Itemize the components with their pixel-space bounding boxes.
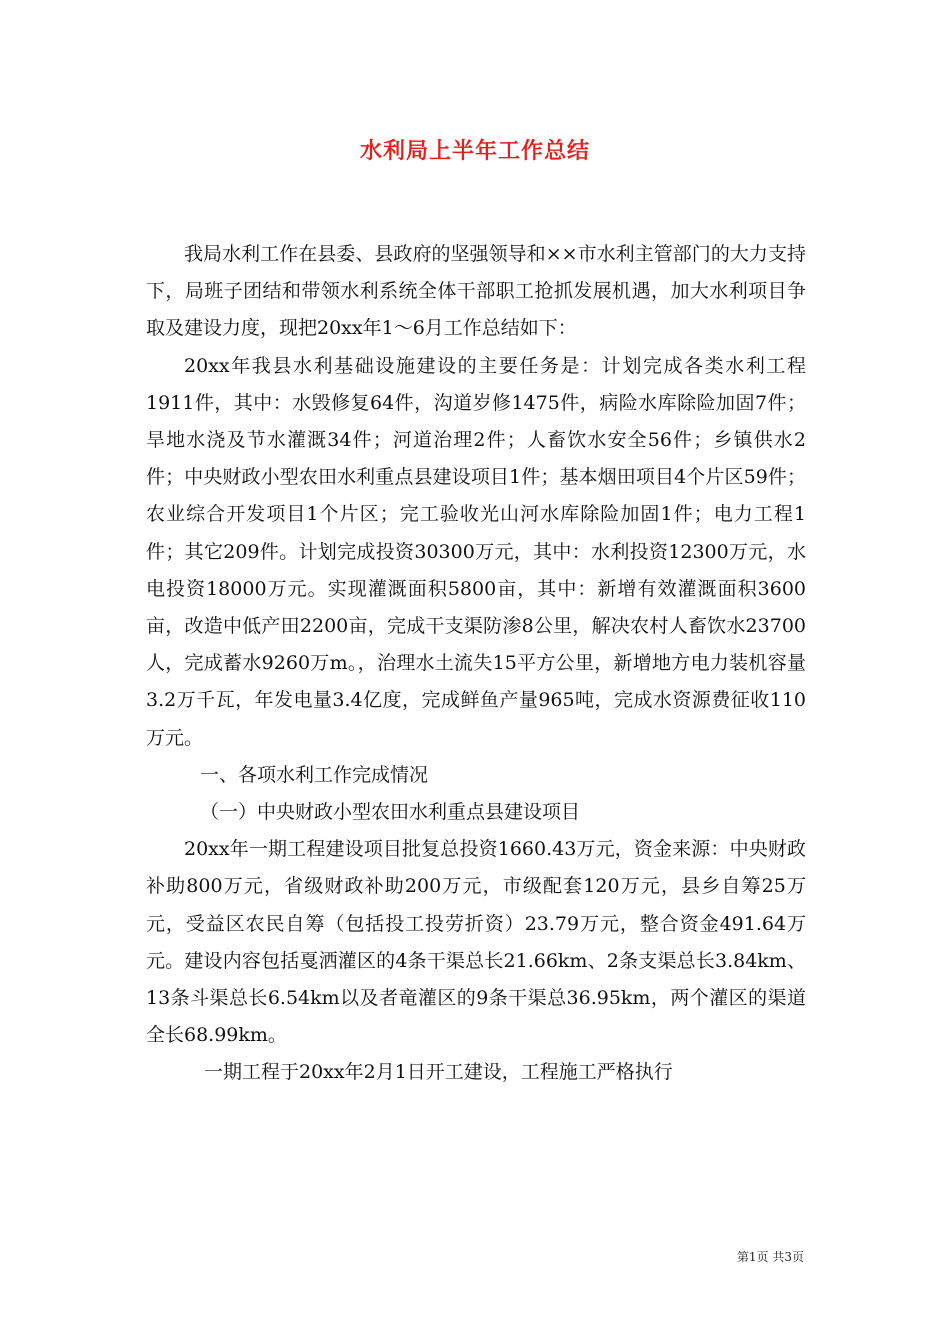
- section-heading-1: 一、各项水利工作完成情况: [200, 763, 429, 786]
- document-title: 水利局上半年工作总结: [359, 139, 590, 164]
- paragraph-construction-start: 一期工程于20xx年2月1日开工建设，工程施工严格执行: [204, 1061, 673, 1084]
- paragraph-main-tasks: 20xx年我县水利基础设施建设的主要任务是：计划完成各类水利工程1911件，其中：水毁修复64件，沟道岁修1475件，病险水库除险加固7件；旱地水浇及节水灌溉34件；河道治理2件；人畜饮水安全56件；乡镇供水2件；中央财政小型农田水利重点县建设项目1件；基本烟田项目4个片区59件；农业综合开发项目1个片区；完工验收光山河水库除险加固1件；电力工程1件；其它209件。计划完成投资30300万元，其中：水利投资12300万元，水电投资18000万元。实现灌溉面积5800亩，其中：新增有效灌溉面积3600亩，改造中低产田2200亩，完成干支渠防渗8公里，解决农村人畜饮水23700人，完成蓄水9260万m。，治理水土流失15平方公里，新增地方电力装机容量3.2万千瓦，年发电量3.4亿度，完成鲜鱼产量965吨，完成水资源费征收110万元。: [146, 354, 806, 749]
- subsection-heading-1: （一）中央财政小型农田水利重点县建设项目: [200, 801, 581, 824]
- paragraph-investment: 20xx年一期工程建设项目批复总投资1660.43万元，资金来源：中央财政补助800万元，省级财政补助200万元，市级配套120万元，县乡自筹25万元，受益区农民自筹（包括投工投劳折资）23.79万元，整合资金491.64万元。建设内容包括戛洒灌区的4条干渠总长21.66km、2条支渠总长3.84km、13条斗渠总长6.54km以及者竜灌区的9条干渠总36.95km，两个灌区的渠道全长68.99km。: [146, 838, 806, 1047]
- page-number-footer: 第1页 共3页: [736, 1250, 804, 1264]
- document-body: [146, 236, 806, 1092]
- paragraph-intro: 我局水利工作在县委、县政府的坚强领导和××市水利主管部门的大力支持下，局班子团结和带领水利系统全体干部职工抢抓发展机遇，加大水利项目争取及建设力度，现把20xx年1～6月工作总结如下：: [146, 243, 806, 340]
